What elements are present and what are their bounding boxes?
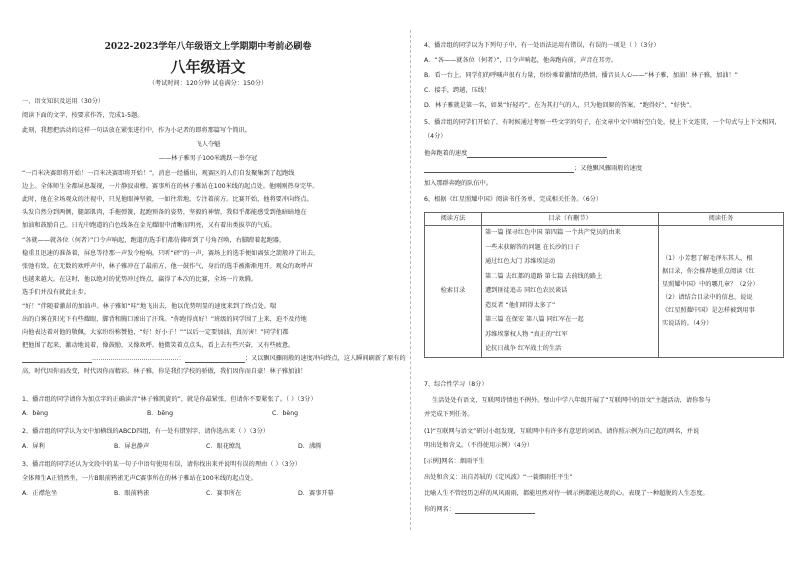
paragraph-line: 加油和鼓励自己。日光中跑道的白色线条在金光耀眼中清晰而明亮，又有着出类拔萃的气质。 (22, 222, 276, 229)
option-b[interactable]: B．屏息静声 (114, 443, 150, 450)
reading-method: 检索目录 (425, 226, 482, 358)
chapter-line: 通过红色大门 苏维埃运动 (485, 258, 556, 265)
chapter-line: 第二篇 去红都的道路 第七篇 去前线的路上 (485, 272, 603, 280)
option-d[interactable]: D．沸腾 (298, 443, 322, 450)
example-line: 出处和含义：出自苏轼的《定风波》“一蓑烟雨任平生” (424, 474, 573, 481)
intro-line: 阅读下面的文字，按要求作答，完成1-5题。 (22, 112, 144, 119)
option-a[interactable]: A．正襟危坐 (22, 490, 58, 497)
question-7: 7、综合性学习（8分） (424, 381, 488, 388)
task-line: （2）请结合目录中的信息，说说 (662, 294, 753, 302)
task-line: （1）小芳想了解毛泽东其人，根 (662, 255, 753, 263)
task-line: 《红星照耀中国》是怎样被到用事 (662, 307, 755, 315)
question-5: 5、播音组的同学们开始了，有时候通过考察一些文字的句子，在文章中文中填好空白处，使上下文连贯，一个句式与上下文相同， (424, 119, 781, 126)
paragraph-line: 头发自然分到两侧，腿部肌肉，手拖弹簧，起跑预备的姿势，坚毅的神情，我似乎都能感受到他暗暗地在 (22, 209, 307, 216)
paragraph-line: 出的白雾在阳光下有些耀眼，脚背和胸口渗出了汗珠。“你跑得真好！”班级的同学围了上来，迫不及待地 (22, 316, 307, 323)
answer-line: 你的网名： (424, 506, 535, 514)
fill-blank-line: 他奔跑着的速度 (424, 150, 607, 158)
paragraph-line: 稳重且迅速的准备着，屏息等待那一声发令枪响。只听“砰”的一声，赛场上的选手便如离弦之箭般冲了出去， (22, 250, 320, 257)
option-d[interactable]: D．林子雅就是第一名，如果“好轻巧”，在为其打气的人，只为他回原的答案，“跑得好”、“好快”。 (424, 102, 696, 109)
column-divider (410, 30, 411, 530)
intro-line: 此刻，我想把活动的这样一句话放在紧张进行中，作为小记者的即将那篇写个简讯。 (22, 127, 251, 134)
option-c[interactable]: C．接手，跨越，压线！ (424, 87, 491, 94)
option-c[interactable]: C．bèng (272, 410, 299, 417)
answer-blank[interactable] (22, 356, 92, 363)
task-line: 明出处和含义。（不得使用示例）（4分） (424, 442, 534, 449)
option-d[interactable]: D．赛事开幕 (298, 490, 334, 497)
section-heading: 一、语文知识及运用（30分） (22, 98, 105, 105)
chapter-line: 造反者 “他们唱得太多了” (485, 301, 556, 309)
answer-blank[interactable] (185, 356, 245, 363)
option-b[interactable]: B．眼前鸦雀 (114, 490, 150, 497)
exam-info: （考试时间：120分钟 试卷满分：150分） (148, 80, 268, 87)
paragraph-line: “好！”伴随着激昂的加油声。林子雅如“哇”地飞出去，他以优势明显的速度来到了终点处。喘 (22, 303, 277, 310)
exam-title: 2022-2023学年八年级语文上学期期中考前必刷卷 (104, 42, 312, 52)
paragraph-line: 向他表达着对他的敬佩，大家纷纷称赞他，“好！好小子！”“以后一定要加油，真厉害！”同学们都 (22, 329, 289, 336)
paragraph-line: 也越来越大。在这时，他以绝对的优势冲过终点，赢得了本次的比赛，全场一片欢腾。 (22, 276, 258, 283)
chapter-line: 一些未获解答的问题 在长沙的日子 (485, 243, 580, 251)
subject-title: 八年级语文 (170, 58, 246, 76)
paragraph-line: “各就——就各位（何者）”口令声响起，跑道的选手们都仿佛听到了号角召唤，右脚蹬着起跑器， (22, 237, 286, 244)
right-column (424, 0, 786, 562)
chapter-line: 第一篇 探寻红色中国 第四篇 一个共产党员的由来 (485, 229, 621, 236)
option-b[interactable]: B．看一台上，同学们的呼喊声很有力量，纷纷乘着激情的热情，播音员人心——“林子雅，加油！林子雅，加油！” (424, 72, 738, 79)
table-header: 目录（有删节） (482, 213, 659, 226)
answer-blank[interactable] (467, 151, 607, 158)
fill-blank-line: ……………………………………： ；又以飘风骤雨般的速度冲向终点，这人瞬间刷新了原有的 (22, 355, 406, 363)
table-of-contents (482, 226, 659, 358)
chapter-line: 论抗日战争 红军战士的生活 (485, 345, 562, 352)
chapter-line: 遭到匪徒追击 同红色农民谈话 (485, 287, 568, 294)
option-a[interactable]: A．“各——就各位（何者）”，口令声响起，他奔跑向前，声音在耳旁。 (424, 57, 618, 64)
question-4: 4、播音组的同学以为下列句子中，有一处语法运用有错误，有误的一项是（ ）（3分） (424, 42, 660, 49)
paragraph-line: 边上。全体师生全都屏息凝视，一片静寂肃穆。赛事所在的林子雅站在100米线的起点处。他刚刚热身完毕。 (22, 183, 319, 190)
reading-task-table (424, 212, 784, 358)
reading-tasks (659, 226, 784, 358)
question-1: 1、播音组的同学请你为加点字的正确读音“林子雅凯旋的”，就是你最紧张，但请你不要紧张了。（ ）（3分） (22, 396, 317, 403)
paragraph-line: 高，时代因你而改变，时代因你而精彩。林子雅，你是我们学校的骄傲，我们因你而自豪！林子雅加油！ (22, 368, 307, 375)
example-line: 比喻人生不管经历怎样的风风雨雨，都能坦然对待一顿示例都能达观的心。表现了一种超脱的人生态度。 (424, 490, 709, 497)
left-column (22, 0, 406, 562)
paragraph-line: “一百米决赛即将开始！一百米决赛即将开始！”。消息一经播出，观赛区的人们自发聚集到了起跑线 (22, 170, 295, 177)
paragraph-line: 此时，他在全场观众的注视中，只见他眼神坚毅，一如往常地，专注着前方。比赛开始，他将要冲向终点。 (22, 196, 313, 203)
paragraph-line: 张弛有致。在无数的欢呼声中，林子雅冲在了最前方，他一鼓作气，身后的选手被渐渐甩开。观众的欢呼声 (22, 263, 313, 270)
article-subtitle: ——林子雅男子100米跳跃一举夺冠 (158, 155, 258, 162)
option-a[interactable]: A．屏利 (22, 443, 45, 450)
paragraph-line: 选手们并没有就此止步。 (22, 289, 91, 296)
chapter-line: 苏维埃掌权人物 “真正的”红军 (485, 330, 568, 338)
answer-blank[interactable] (455, 507, 535, 514)
question-2: 2、播音组的同学认为文中加横线的ABCD四组，有一处有错别字，请你选出来（ ）（3分） (22, 428, 269, 435)
table-header: 阅读任务 (659, 213, 784, 226)
option-c[interactable]: C．眼花缭乱 (206, 443, 242, 450)
paragraph-line: 并完成下列任务。 (424, 411, 474, 418)
question-5-score: （4分） (424, 133, 447, 140)
paragraph-line: 把他围了起来，激动地说着，像鼓励，又像欢呼。他微笑着点点头，看上去有些兴奋，又有些疲惫。 (22, 342, 295, 349)
paragraph-line: 生活处处有语文，互联网诗情也不例外。璧山中学八年级开展了“互联网中的语文”主题活动，请你参与 (432, 397, 711, 404)
option-b[interactable]: B．bēng (147, 410, 174, 417)
option-a[interactable]: A．bèng (22, 410, 49, 417)
chapter-line: 第三篇 在保安 第八篇 同红军在一起 (485, 316, 584, 323)
task-line: (1)“互联网与语文”研讨小组发现，互联网中有许多有意思的词语。请你照示例为自己起的网名，并说 (424, 428, 700, 435)
article-title: 飞人夺魁 (195, 141, 221, 148)
question-6: 6、根据《红星照耀中国》阅读书任务单，完成相关任务。（6分） (424, 196, 603, 203)
example-line: [示例]网名：烟雨平生 (424, 458, 485, 465)
question-3-text: 全体师生A正悄然坐，一片B眼前鸦雀无声C赛事所在的林子雅站在100米线的起点处。 (22, 475, 257, 482)
task-line: 星照耀中国》中的哪几章？（2分） (662, 281, 759, 289)
option-c[interactable]: C．赛事所在 (206, 490, 242, 497)
fill-blank-line: ；又他飘风骤雨般的速度 (424, 165, 642, 173)
answer-blank[interactable] (424, 166, 574, 173)
fill-blank-line: 加入那群奔跑的队伍中。 (424, 180, 493, 187)
task-line: 据目录，你会推荐她重点阅读《红 (662, 268, 755, 276)
task-line: 实说话的。（4分） (662, 320, 713, 328)
question-3: 3、播音组的同学还认为文段中的某一句子中语句使用有误，请你找出来并说明有误的理由（ ）（3分） (22, 461, 301, 468)
table-header: 阅读方法 (425, 213, 482, 226)
